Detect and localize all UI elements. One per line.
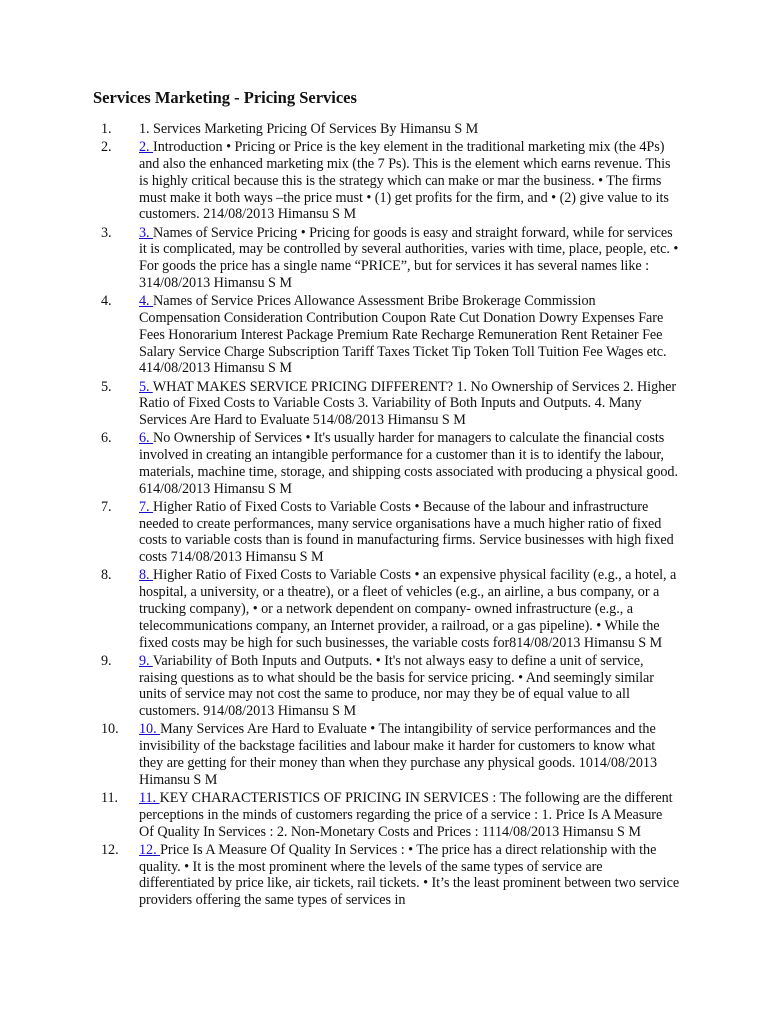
item-number: 9. — [101, 652, 112, 669]
item-number: 10. — [101, 721, 119, 738]
item-number: 6. — [101, 430, 112, 447]
item-text: Higher Ratio of Fixed Costs to Variable Costs • an expensive physical facility (e.g., a hotel, a hospital, a university, or a theatre), or a fleet of vehicles (e.g., an airline, a bus company, or a trucking company), • or a network dependent on company- owned infrastructure (e.g., a telecommunications company, an Internet provider, a railroad, or a gas pipeline). • While the fixed costs may be high for such businesses, the variable costs for814/08/2013 Himansu S M — [139, 567, 677, 651]
slide-link[interactable]: 9. — [139, 652, 153, 669]
item-number: 2. — [101, 139, 112, 156]
list-item — [101, 430, 680, 497]
list-item — [101, 378, 680, 429]
slide-link[interactable]: 5. — [139, 378, 153, 395]
slide-link[interactable]: 11. — [139, 789, 160, 806]
item-text: WHAT MAKES SERVICE PRICING DIFFERENT? 1. No Ownership of Services 2. Higher Ratio of Fixed Costs to Variable Costs 3. Variability of Both Inputs and Outputs. 4. Many Services Are Hard to Evaluate 514/08/2013 Himansu S M — [139, 378, 677, 429]
slide-link[interactable]: 12. — [139, 841, 161, 858]
item-text: Price Is A Measure Of Quality In Services : • The price has a direct relationship with the quality. • It is the most prominent where the levels of the same types of service are differentiated by price like, air tickets, rail tickets. • It’s the least prominent between two service providers offering the same types of services in — [139, 841, 680, 909]
item-text: Many Services Are Hard to Evaluate • The intangibility of service performances and the invisibility of the backstage facilities and labour make it harder for customers to know what they are getting for their money than when they purchase any physical goods. 1014/08/2013 Himansu S M — [139, 721, 657, 788]
item-text: No Ownership of Services • It's usually harder for managers to calculate the financial costs involved in creating an intangible performance for a customer than it is to identify the labour, materials, machine time, storage, and shipping costs associated with producing a physical good. 614/08/2013 Himansu S M — [139, 430, 678, 497]
list-item — [101, 498, 680, 566]
slide-link[interactable]: 6. — [139, 430, 154, 447]
list-item — [101, 841, 680, 909]
slide-list — [0, 121, 768, 909]
list-item — [101, 224, 680, 292]
list-item — [101, 652, 680, 720]
item-number: 12. — [101, 841, 119, 858]
list-item — [101, 567, 680, 651]
slide-link[interactable]: 3. — [139, 224, 154, 241]
item-number: 1. — [101, 121, 112, 137]
item-number: 8. — [101, 567, 112, 584]
list-item — [101, 293, 680, 377]
item-number: 7. — [101, 498, 112, 515]
item-text: Names of Service Prices Allowance Assessment Bribe Brokerage Commission Compensation Consideration Contribution Coupon Rate Cut Donation Dowry Expenses Fare Fees Honorarium Interest Package Premium Rate Recharge Remuneration Rent Retainer Fee Salary Service Charge Subscription Tariff Taxes Ticket Tip Token Toll Tuition Fee Wages etc. 414/08/2013 Himansu S M — [139, 293, 667, 377]
item-text: Variability of Both Inputs and Outputs. • It's not always easy to define a unit of service, raising questions as to what should be the basis for service pricing. • And seemingly similar units of service may not cost the same to produce, nor may they be of equal value to all customers. 914/08/2013 Himansu S M — [139, 652, 654, 720]
slide-link[interactable]: 8. — [139, 567, 154, 584]
list-item — [101, 789, 680, 840]
list-item — [101, 121, 680, 138]
slide-link[interactable]: 10. — [139, 721, 161, 738]
item-number: 4. — [101, 293, 112, 310]
list-item — [101, 139, 680, 223]
item-text: Names of Service Pricing • Pricing for goods is easy and straight forward, while for services it is complicated, may be controlled by several authorities, varies with time, place, people, etc. • For goods the price has a single name “PRICE”, but for services it has several names like : 314/08/2013 Himansu S M — [139, 224, 679, 291]
item-number: 5. — [101, 378, 112, 395]
list-item — [101, 721, 680, 788]
slide-link[interactable]: 7. — [139, 498, 154, 515]
item-text: Introduction • Pricing or Price is the key element in the traditional marketing mix (the 4Ps) and also the enhanced marketing mix (the 7 Ps). This is the element which earns revenue. This is highly critical because this is the strategy which can make or mar the business. • The firms must make it both ways –the price must • (1) get profits for the firm, and • (2) give value to its customers. 214/08/2013 Himansu S M — [139, 139, 671, 223]
slide-link[interactable]: 4. — [139, 293, 154, 310]
item-number: 11. — [101, 789, 119, 806]
slide-link[interactable]: 2. — [139, 139, 154, 156]
item-text: KEY CHARACTERISTICS OF PRICING IN SERVICES : The following are the different perceptions in the minds of customers regarding the price of a service : 1. Price Is A Measure Of Quality In Services : 2. Non-Monetary Costs and Prices : 1114/08/2013 Himansu S M — [139, 789, 673, 840]
item-text: 1. Services Marketing Pricing Of Services By Himansu S M — [139, 121, 479, 137]
item-number: 3. — [101, 224, 112, 241]
item-text: Higher Ratio of Fixed Costs to Variable Costs • Because of the labour and infrastructure needed to create performances, many service organisations have a much higher ratio of fixed costs to variable costs than is found in manufacturing firms. Service businesses with high fixed costs 714/08/2013 Himansu S M — [139, 498, 674, 566]
document-title: Services Marketing - Pricing Services — [93, 88, 357, 107]
